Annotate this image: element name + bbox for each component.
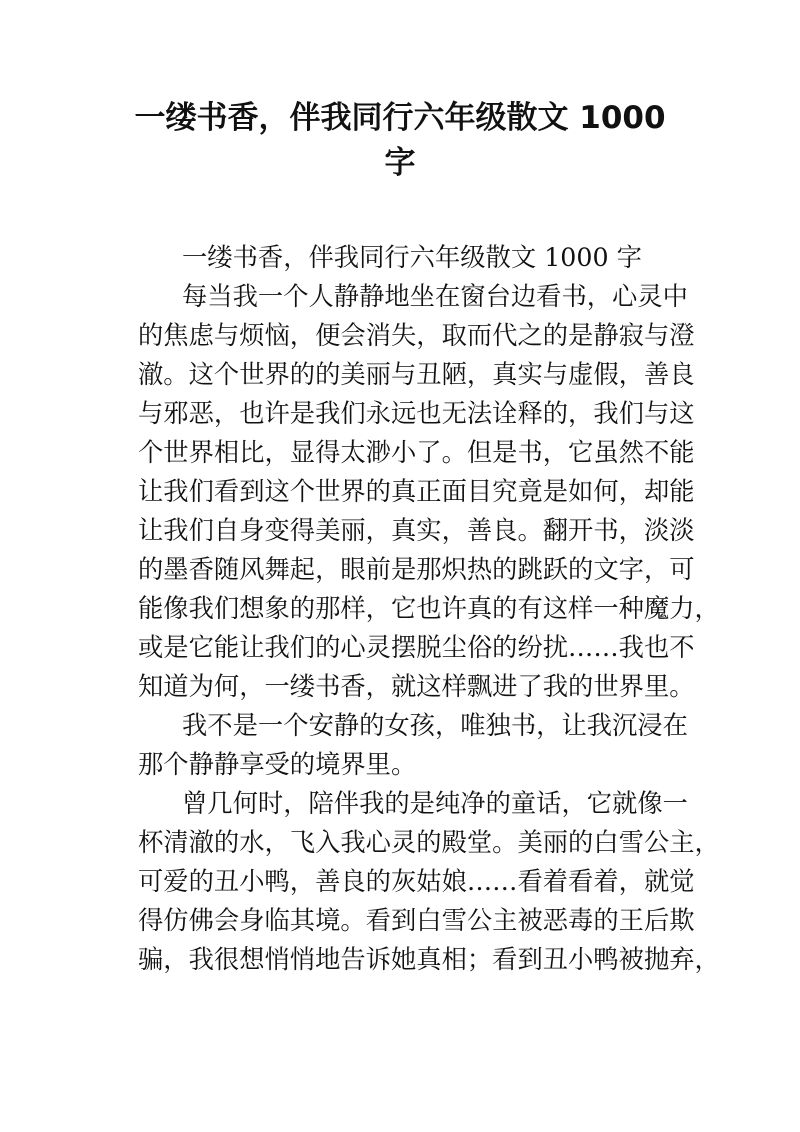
paragraph-line: 那个静静享受的境界里。	[138, 750, 417, 779]
paragraph-line: 得仿佛会身临其境。看到白雪公主被恶毒的王后欺	[138, 906, 695, 935]
paragraph-line: 的焦虑与烦恼，便会消失，取而代之的是静寂与澄	[138, 321, 695, 350]
paragraph-line: 或是它能让我们的心灵摆脱尘俗的纷扰……我也不	[138, 633, 695, 662]
paragraph-line: 的墨香随风舞起，眼前是那炽热的跳跃的文字，可	[138, 555, 695, 584]
paragraph-line: 骗，我很想悄悄地告诉她真相；看到丑小鸭被抛弃，	[138, 945, 720, 974]
paragraph-line: 我不是一个安静的女孩，唯独书，让我沉浸在	[182, 711, 688, 740]
paragraph-line: 与邪恶，也许是我们永远也无法诠释的，我们与这	[138, 399, 695, 428]
paragraph-line: 能像我们想象的那样，它也许真的有这样一种魔力，	[138, 594, 720, 623]
paragraph-line: 个世界相比，显得太渺小了。但是书，它虽然不能	[138, 438, 695, 467]
paragraph-line: 可爱的丑小鸭，善良的灰姑娘……看着看着，就觉	[138, 867, 695, 896]
paragraph-line: 每当我一个人静静地坐在窗台边看书，心灵中	[182, 282, 688, 311]
paragraph-line: 让我们自身变得美丽，真实，善良。翻开书，淡淡	[138, 516, 695, 545]
paragraph-line: 曾几何时，陪伴我的是纯净的童话，它就像一	[182, 789, 688, 818]
document-title	[100, 96, 700, 186]
paragraph-line: 让我们看到这个世界的真正面目究竟是如何，却能	[138, 477, 695, 506]
title-line-2: 字	[384, 145, 416, 181]
article-body	[138, 238, 720, 979]
paragraph-line: 澈。这个世界的的美丽与丑陋，真实与虚假，善良	[138, 360, 695, 389]
subtitle-line: 一缕书香，伴我同行六年级散文 1000 字	[182, 243, 642, 272]
title-line-1: 一缕书香，伴我同行六年级散文 1000	[134, 100, 666, 136]
paragraph-line: 杯清澈的水，飞入我心灵的殿堂。美丽的白雪公主，	[138, 828, 720, 857]
paragraph-line: 知道为何，一缕书香，就这样飘进了我的世界里。	[138, 672, 695, 701]
